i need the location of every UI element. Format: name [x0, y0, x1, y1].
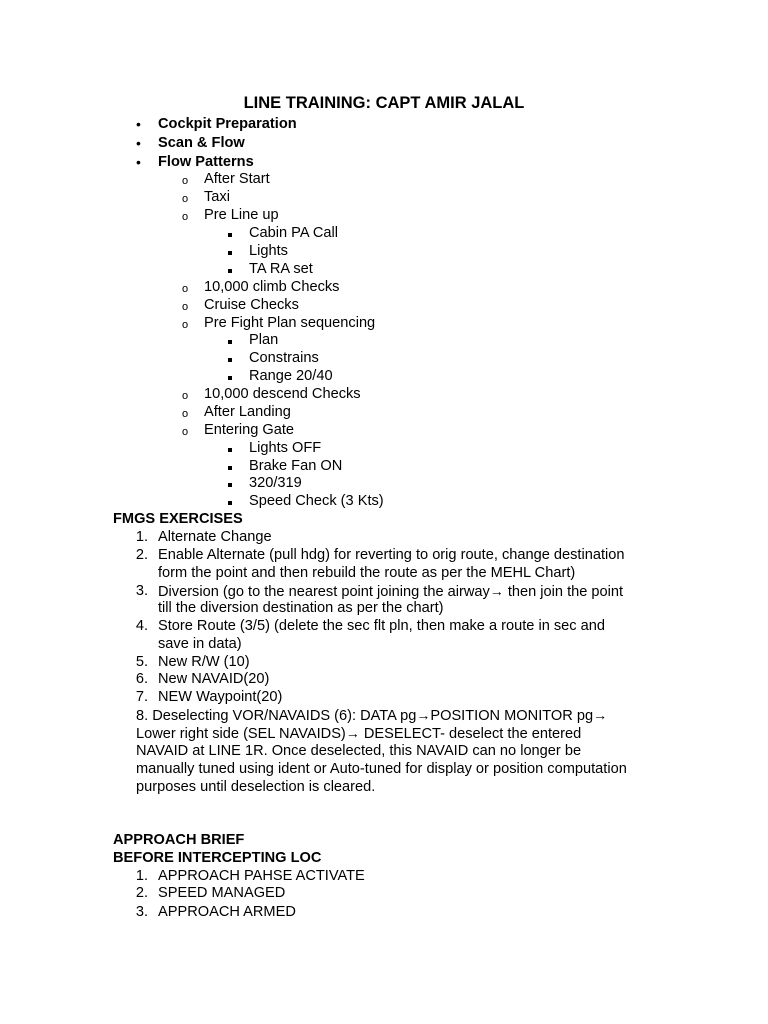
sub-item-after-landing: After Landing [204, 404, 291, 420]
arrow-right-icon: → [489, 583, 504, 599]
circle-bullet-icon: o [182, 193, 189, 205]
sub-sub-item-constrains: Constrains [249, 350, 319, 366]
fmgs-item-2-line-2: form the point and then rebuild the route as per the MEHL Chart) [158, 565, 576, 581]
fmgs-item-8-text-d: DESELECT- deselect the entered [359, 726, 582, 742]
list-number: 1. [135, 529, 148, 545]
fmgs-item-8-text-c: Lower right side (SEL NAVAIDS) [136, 726, 346, 742]
square-bullet-icon [228, 260, 232, 278]
sub-sub-item-ta-ra-set: TA RA set [249, 261, 313, 277]
fmgs-item-7: NEW Waypoint(20) [158, 689, 283, 705]
circle-bullet-icon: o [182, 319, 189, 331]
square-bullet-icon [228, 331, 232, 349]
square-bullet-icon [228, 457, 232, 475]
fmgs-item-3-text-b: then join the point [503, 584, 624, 600]
square-bullet-icon [228, 242, 232, 260]
fmgs-item-8-line-1 [136, 706, 607, 725]
bullet-icon: • [136, 116, 141, 132]
arrow-right-icon: → [416, 707, 431, 723]
fmgs-item-2-line-1: Enable Alternate (pull hdg) for reverting to orig route, change destination [158, 547, 625, 563]
fmgs-item-8-line-4: manually tuned using ident or Auto-tuned for display or position computation [136, 761, 627, 777]
list-number: 7. [135, 689, 148, 705]
sub-item-after-start: After Start [204, 171, 270, 187]
fmgs-item-8-text-b: POSITION MONITOR pg [430, 708, 594, 724]
list-number: 2. [135, 547, 148, 563]
fmgs-item-4-line-1: Store Route (3/5) (delete the sec flt pln, then make a route in sec and [158, 618, 605, 634]
fmgs-item-8-line-2 [136, 724, 581, 743]
sub-sub-item-lights-off: Lights OFF [249, 440, 322, 456]
bullet-scan-flow: Scan & Flow [158, 135, 245, 151]
sub-item-pre-fight-plan: Pre Fight Plan sequencing [204, 315, 376, 331]
list-number: 3. [135, 904, 148, 920]
square-bullet-icon [228, 367, 232, 385]
bullet-icon: • [136, 135, 141, 151]
approach-brief-heading: APPROACH BRIEF [113, 832, 245, 848]
fmgs-item-5: New R/W (10) [158, 654, 250, 670]
fmgs-item-8-text-a: 8. Deselecting VOR/NAVAIDS (6): DATA pg [136, 708, 417, 724]
sub-sub-item-speed-check: Speed Check (3 Kts) [249, 493, 384, 509]
list-number: 4. [135, 618, 148, 634]
square-bullet-icon [228, 492, 232, 510]
arrow-right-icon: → [593, 707, 608, 723]
circle-bullet-icon: o [182, 211, 189, 223]
list-number: 1. [135, 868, 148, 884]
fmgs-item-1: Alternate Change [158, 529, 272, 545]
sub-item-entering-gate: Entering Gate [204, 422, 295, 438]
fmgs-item-6: New NAVAID(20) [158, 671, 270, 687]
sub-sub-item-plan: Plan [249, 332, 279, 348]
fmgs-item-8-line-3: NAVAID at LINE 1R. Once deselected, this NAVAID can no longer be [136, 743, 582, 759]
arrow-right-icon: → [345, 725, 360, 741]
circle-bullet-icon: o [182, 426, 189, 438]
list-number: 6. [135, 671, 148, 687]
sub-sub-item-range: Range 20/40 [249, 368, 333, 384]
document-title: LINE TRAINING: CAPT AMIR JALAL [243, 94, 525, 112]
fmgs-item-3-text-a: Diversion (go to the nearest point joining the airway [158, 584, 490, 600]
list-number: 5. [135, 654, 148, 670]
fmgs-heading: FMGS EXERCISES [113, 511, 243, 527]
square-bullet-icon [228, 224, 232, 242]
circle-bullet-icon: o [182, 390, 189, 402]
sub-item-cruise-checks: Cruise Checks [204, 297, 299, 313]
before-intercepting-loc-heading: BEFORE INTERCEPTING LOC [113, 850, 322, 866]
sub-item-climb-checks: 10,000 climb Checks [204, 279, 340, 295]
approach-item-2: SPEED MANAGED [158, 885, 286, 901]
square-bullet-icon [228, 349, 232, 367]
circle-bullet-icon: o [182, 408, 189, 420]
sub-item-taxi: Taxi [204, 189, 230, 205]
circle-bullet-icon: o [182, 301, 189, 313]
bullet-icon: • [136, 154, 141, 170]
sub-sub-item-cabin-pa-call: Cabin PA Call [249, 225, 338, 241]
approach-item-1: APPROACH PAHSE ACTIVATE [158, 868, 365, 884]
list-number: 3. [135, 583, 148, 599]
square-bullet-icon [228, 474, 232, 492]
approach-item-3: APPROACH ARMED [158, 904, 296, 920]
sub-item-descend-checks: 10,000 descend Checks [204, 386, 361, 402]
bullet-flow-patterns: Flow Patterns [158, 154, 254, 170]
fmgs-item-3-line-2: till the diversion destination as per the chart) [158, 600, 444, 616]
sub-sub-item-320-319: 320/319 [249, 475, 302, 491]
list-number: 2. [135, 885, 148, 901]
sub-item-pre-line-up: Pre Line up [204, 207, 279, 223]
square-bullet-icon [228, 439, 232, 457]
sub-sub-item-brake-fan-on: Brake Fan ON [249, 458, 343, 474]
fmgs-item-8-line-5: purposes until deselection is cleared. [136, 779, 376, 795]
fmgs-item-4-line-2: save in data) [158, 636, 242, 652]
sub-sub-item-lights: Lights [249, 243, 288, 259]
bullet-cockpit-preparation: Cockpit Preparation [158, 116, 297, 132]
circle-bullet-icon: o [182, 283, 189, 295]
circle-bullet-icon: o [182, 175, 189, 187]
